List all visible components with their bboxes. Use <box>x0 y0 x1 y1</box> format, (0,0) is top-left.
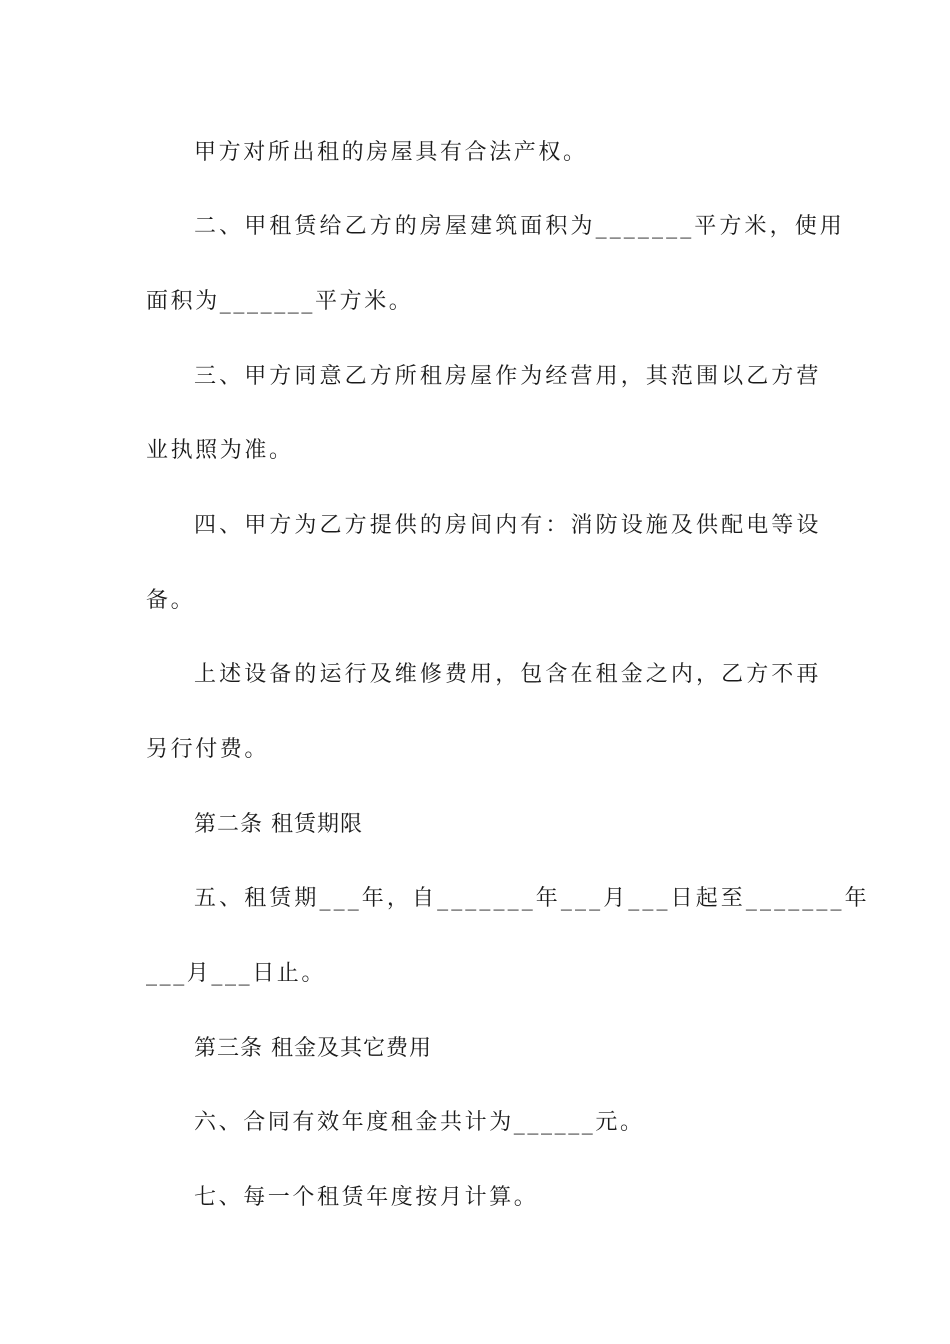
clause-3-line-1: 三、甲方同意乙方所租房屋作为经营用，其范围以乙方营 <box>194 364 822 389</box>
equipment-fees-line-1: 上述设备的运行及维修费用，包含在租金之内，乙方不再 <box>194 662 822 687</box>
paragraph-property-rights: 甲方对所出租的房屋具有合法产权。 <box>194 140 588 165</box>
clause-7: 七、每一个租赁年度按月计算。 <box>194 1185 539 1210</box>
clause-4-line-2: 备。 <box>146 588 196 613</box>
clause-4-line-1: 四、甲方为乙方提供的房间内有：消防设施及供配电等设 <box>194 513 822 538</box>
clause-6: 六、合同有效年度租金共计为______元。 <box>194 1110 645 1135</box>
clause-5-line-2: ___月___日止。 <box>146 961 327 986</box>
clause-2-line-2: 面积为_______平方米。 <box>146 289 414 314</box>
equipment-fees-line-2: 另行付费。 <box>146 737 270 762</box>
article-3-heading: 第三条 租金及其它费用 <box>194 1036 432 1061</box>
clause-2-line-1: 二、甲租赁给乙方的房屋建筑面积为_______平方米，使用 <box>194 214 845 239</box>
article-2-heading: 第二条 租赁期限 <box>194 812 363 837</box>
clause-5-line-1: 五、租赁期___年，自_______年___月___日起至_______年 <box>194 886 870 911</box>
clause-3-line-2: 业执照为准。 <box>146 438 294 463</box>
